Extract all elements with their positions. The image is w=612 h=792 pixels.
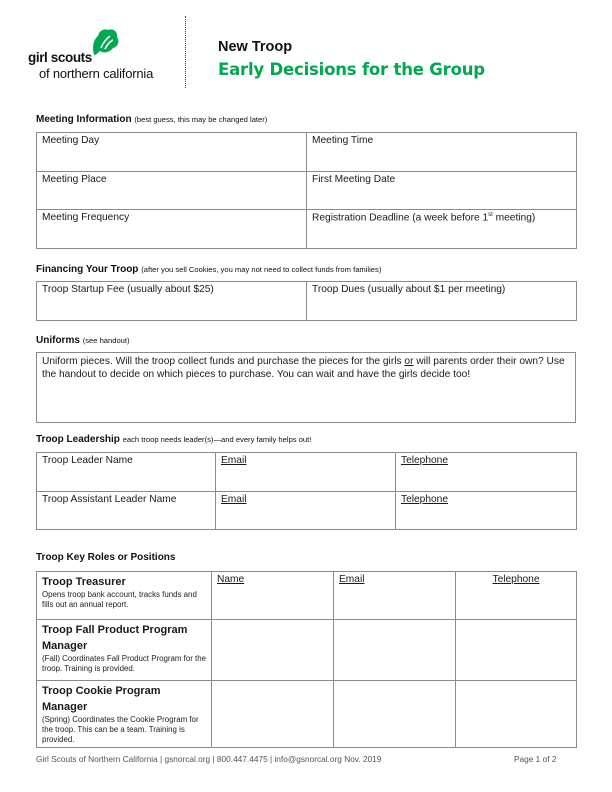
meeting-table — [36, 132, 577, 249]
meeting-frequency-field[interactable]: Meeting Frequency — [37, 210, 307, 249]
assistant-name-field[interactable]: Troop Assistant Leader Name — [37, 491, 216, 530]
leader-phone-field[interactable]: Telephone — [396, 453, 577, 492]
meeting-note: (best guess, this may be changed later) — [134, 115, 268, 124]
financing-table — [36, 281, 577, 321]
financing-note: (after you sell Cookies, you may not need to collect funds from families) — [141, 265, 382, 274]
page-subtitle: New Troop — [218, 39, 293, 55]
trefoil-icon — [90, 28, 120, 56]
table-row — [37, 620, 577, 681]
key-roles-heading: Troop Key Roles or Positions — [36, 552, 176, 563]
startup-fee-field[interactable]: Troop Startup Fee (usually about $25) — [37, 282, 307, 321]
page-title: Early Decisions for the Group — [218, 60, 485, 79]
role-cell: Troop Fall Product Program Manager (Fall) Coordinates Fall Product Program for the troop. Training is provided. — [37, 620, 212, 681]
leadership-note: each troop needs leader(s)—and every family helps out! — [122, 435, 312, 444]
first-meeting-date-field[interactable]: First Meeting Date — [307, 171, 577, 210]
treasurer-email-field[interactable]: Email — [334, 572, 456, 620]
assistant-email-field[interactable]: Email — [216, 491, 396, 530]
troop-dues-field[interactable]: Troop Dues (usually about $1 per meeting) — [307, 282, 577, 321]
treasurer-phone-field[interactable]: Telephone — [456, 572, 577, 620]
table-row — [37, 491, 577, 530]
treasurer-name-field[interactable]: Name — [212, 572, 334, 620]
leadership-table — [36, 452, 577, 530]
uniforms-field[interactable]: Uniform pieces. Will the troop collect funds and purchase the pieces for the girls or will parents order their own? Use the handout to decide on which pieces to purchase. You can wait and have the girls decide too! — [37, 353, 576, 423]
cookie-manager-name-field[interactable] — [212, 681, 334, 748]
financing-heading: Financing Your Troop (after you sell Cookies, you may not need to collect funds from families) — [36, 264, 382, 275]
fall-manager-phone-field[interactable] — [456, 620, 577, 681]
cookie-manager-phone-field[interactable] — [456, 681, 577, 748]
table-row — [37, 572, 577, 620]
uniforms-table — [36, 352, 576, 423]
table-row — [37, 453, 577, 492]
footer — [36, 754, 576, 764]
meeting-time-field[interactable]: Meeting Time — [307, 133, 577, 172]
leader-name-field[interactable]: Troop Leader Name — [37, 453, 216, 492]
key-roles-table — [36, 571, 577, 748]
logo-line2: of northern california — [39, 66, 154, 81]
cookie-manager-email-field[interactable] — [334, 681, 456, 748]
meeting-heading: Meeting Information (best guess, this may be changed later) — [36, 114, 268, 125]
role-cell: Troop Treasurer Opens troop bank account, tracks funds and fills out an annual report. — [37, 572, 212, 620]
registration-deadline-field[interactable]: Registration Deadline (a week before 1st meeting) — [307, 210, 577, 249]
uniforms-heading: Uniforms (see handout) — [36, 335, 130, 346]
fall-manager-name-field[interactable] — [212, 620, 334, 681]
uniforms-note: (see handout) — [82, 336, 130, 345]
meeting-place-field[interactable]: Meeting Place — [37, 171, 307, 210]
leadership-heading: Troop Leadership each troop needs leader(s)—and every family helps out! — [36, 434, 312, 445]
header-divider — [185, 16, 186, 88]
meeting-day-field[interactable]: Meeting Day — [37, 133, 307, 172]
logo-line1: girl scouts — [28, 50, 92, 65]
footer-text: Girl Scouts of Northern California | gsnorcal.org | 800.447.4475 | info@gsnorcal.org Nov. 2019 — [36, 754, 382, 764]
fall-manager-email-field[interactable] — [334, 620, 456, 681]
role-cell: Troop Cookie Program Manager (Spring) Coordinates the Cookie Program for the troop. This can be a team. Training is provided. — [37, 681, 212, 748]
logo — [28, 28, 183, 84]
leader-email-field[interactable]: Email — [216, 453, 396, 492]
assistant-phone-field[interactable]: Telephone — [396, 491, 577, 530]
table-row — [37, 681, 577, 748]
page-number: Page 1 of 2 — [514, 754, 557, 764]
